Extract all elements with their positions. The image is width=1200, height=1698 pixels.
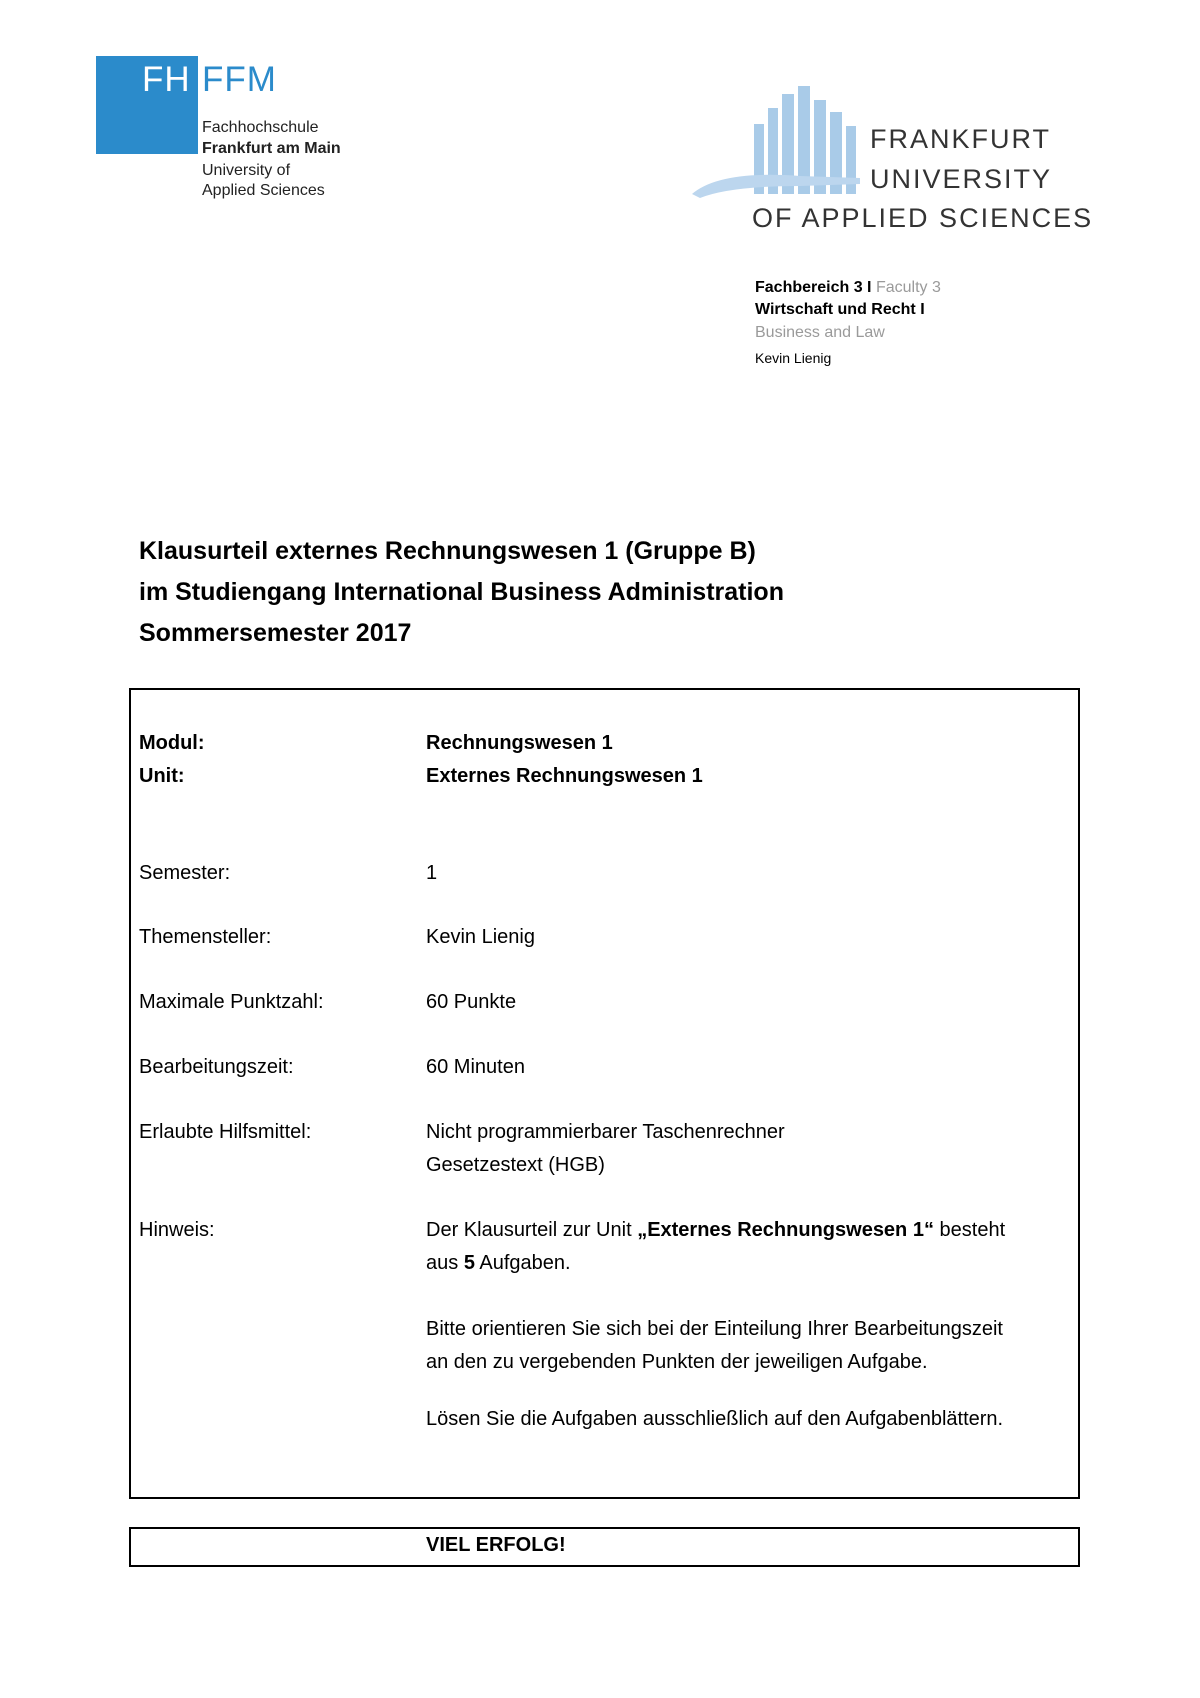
bearbeitungszeit-label: Bearbeitungszeit:: [139, 1056, 294, 1078]
faculty-en: Faculty 3: [875, 279, 941, 296]
page-title-line-1: Klausurteil externes Rechnungswesen 1 (Gruppe B): [139, 537, 756, 565]
hinweis-line-2: [426, 1250, 1076, 1276]
semester-label: Semester:: [139, 862, 231, 884]
fh-logo-line-2: Frankfurt am Main: [202, 140, 341, 157]
faculty-de: Fachbereich 3 I: [755, 279, 872, 296]
faculty-line-2: Wirtschaft und Recht I: [755, 301, 925, 318]
semester-value: 1: [426, 862, 438, 884]
unit-value: Externes Rechnungswesen 1: [426, 765, 703, 787]
fh-logo-ffm: FFM: [202, 60, 277, 99]
hinweis-line-5: Lösen Sie die Aufgaben ausschließlich auf den Aufgabenblättern.: [426, 1408, 1004, 1430]
themensteller-label: Themensteller:: [139, 926, 272, 948]
hinweis-text: Der Klausurteil zur Unit: [426, 1219, 638, 1241]
hinweis-text: besteht: [933, 1219, 1006, 1241]
hilfsmittel-value-2: Gesetzestext (HGB): [426, 1154, 605, 1176]
uas-logo-line-1: FRANKFURT: [870, 124, 1052, 154]
page-title-line-2: im Studiengang International Business Administration: [139, 578, 784, 606]
footer-text: VIEL ERFOLG!: [426, 1534, 566, 1556]
faculty-line-1: [755, 278, 941, 297]
faculty-author: Kevin Lienig: [755, 350, 832, 366]
footer-box: [129, 1527, 1080, 1567]
uas-logo-line-2: UNIVERSITY: [870, 164, 1053, 194]
page-title-line-3: Sommersemester 2017: [139, 619, 412, 647]
hinweis-task-count: 5: [463, 1252, 475, 1274]
hinweis-text: aus: [426, 1252, 464, 1274]
hilfsmittel-label: Erlaubte Hilfsmittel:: [139, 1121, 312, 1143]
unit-label: Unit:: [139, 765, 185, 787]
fh-logo-line-4: Applied Sciences: [202, 182, 325, 199]
hilfsmittel-value-1: Nicht programmierbarer Taschenrechner: [426, 1121, 785, 1143]
hinweis-line-3: Bitte orientieren Sie sich bei der Einteilung Ihrer Bearbeitungszeit: [426, 1318, 1003, 1340]
uas-logo-line-3: OF APPLIED SCIENCES: [752, 203, 1094, 233]
hinweis-line-1: [426, 1217, 1076, 1243]
fh-logo-fh: FH: [142, 60, 191, 99]
hinweis-line-4: an den zu vergebenden Punkten der jeweiligen Aufgabe.: [426, 1351, 928, 1373]
punktzahl-value: 60 Punkte: [426, 991, 517, 1013]
faculty-line-3: Business and Law: [755, 324, 885, 341]
modul-label: Modul:: [139, 732, 205, 754]
themensteller-value: Kevin Lienig: [426, 926, 535, 948]
hinweis-label: Hinweis:: [139, 1219, 215, 1241]
hinweis-unit-name: „Externes Rechnungswesen 1“: [637, 1219, 934, 1241]
bearbeitungszeit-value: 60 Minuten: [426, 1056, 525, 1078]
fh-logo-line-3: University of: [202, 162, 291, 179]
punktzahl-label: Maximale Punktzahl:: [139, 991, 324, 1013]
hinweis-text: Aufgaben.: [474, 1252, 571, 1274]
exam-info-box: [129, 688, 1080, 1499]
fh-logo-line-1: Fachhochschule: [202, 119, 319, 136]
modul-value: Rechnungswesen 1: [426, 732, 613, 754]
